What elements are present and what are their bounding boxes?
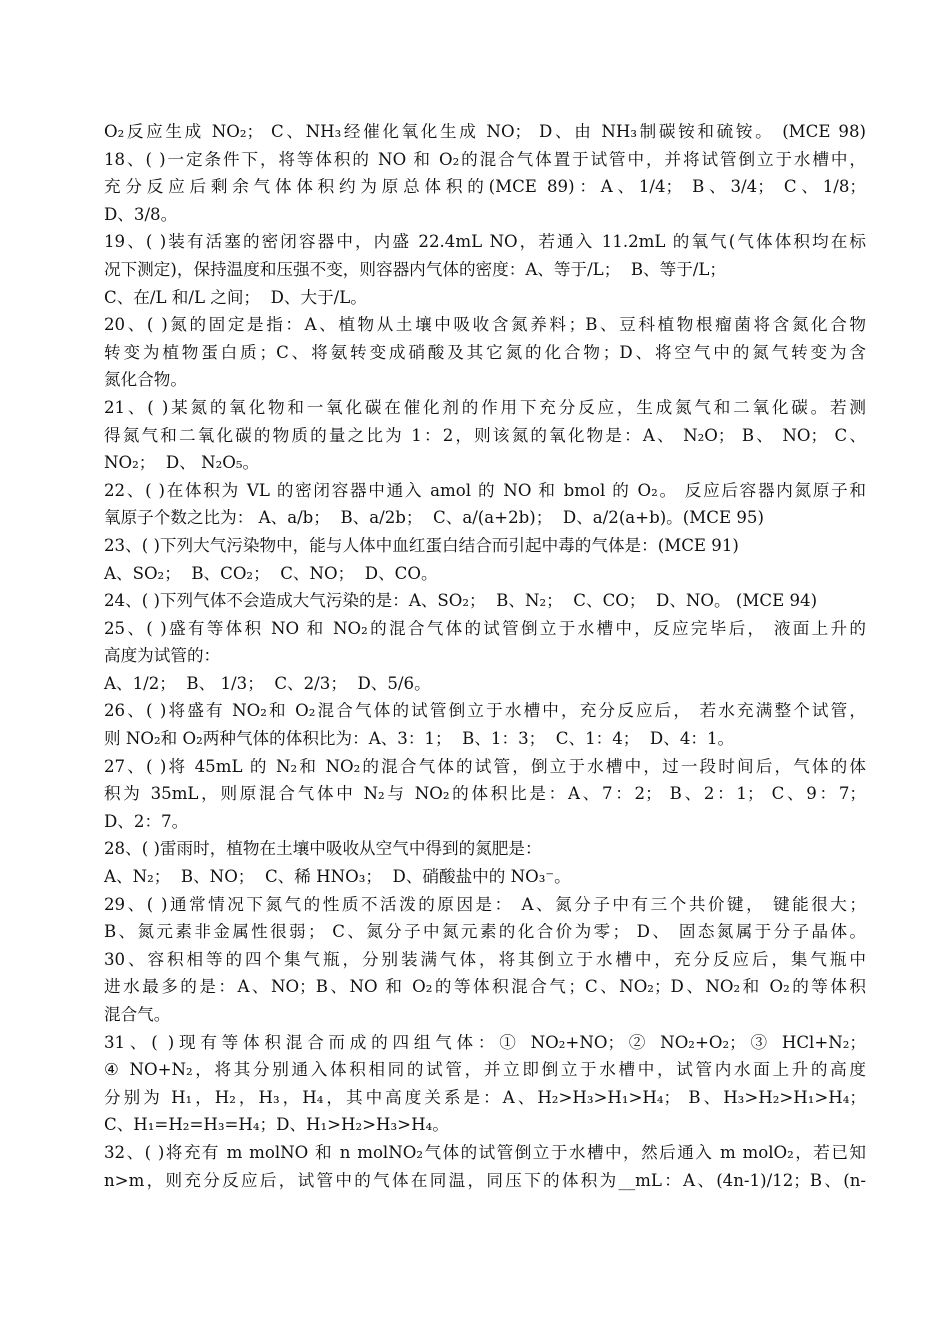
text-line: A、N₂； B、NO； C、稀 HNO₃； D、硝酸盐中的 NO₃⁻。 <box>104 867 571 887</box>
text-line: 24、( )下列气体不会造成大气污染的是：A、SO₂； B、N₂； C、CO； D、NO。 (MCE 94) <box>104 591 818 611</box>
text-line: 积为 35mL，则原混合气体中 N₂与 NO₂的体积比是：A、7：2； B、2：1； C、9：7； <box>104 784 866 804</box>
text-line: 进水最多的是：A、NO；B、NO 和 O₂的等体积混合气；C、NO₂；D、NO₂和 O₂的等体积 <box>104 977 866 997</box>
text-line: 22、( )在体积为 VL 的密闭容器中通入 amol 的 NO 和 bmol 的 O₂。 反应后容器内氮原子和 <box>104 480 866 500</box>
text-line: 19、( )装有活塞的密闭容器中，内盛 22.4mL NO，若通入 11.2mL 的氧气(气体体积均在标 <box>104 232 866 252</box>
text-line: B、氮元素非金属性很弱； C、氮分子中氮元素的化合价为零； D、 固态氮属于分子晶体。 <box>104 922 866 942</box>
text-line: 氧原子个数之比为： A、a/b； B、a/2b； C、a/(a+2b)； D、a/2(a+b)。(MCE 95) <box>104 508 764 528</box>
text-line: 28、( )雷雨时，植物在土壤中吸收从空气中得到的氮肥是： <box>104 839 542 859</box>
text-line: ④ NO+N₂，将其分别通入体积相同的试管，并立即倒立于水槽中，试管内水面上升的高度 <box>104 1060 866 1080</box>
text-line: A、SO₂； B、CO₂； C、NO； D、CO。 <box>104 563 438 583</box>
text-line: 高度为试管的： <box>104 646 221 666</box>
text-line: 18、( )一定条件下，将等体积的 NO 和 O₂的混合气体置于试管中，并将试管倒立于水槽中， <box>104 149 866 169</box>
text-line: 况下测定)，保持温度和压强不变，则容器内气体的密度：A、等于/L； B、等于/L； <box>104 259 727 279</box>
text-line: 29、( )通常情况下氮气的性质不活泼的原因是： A、氮分子中有三个共价键， 键能很大； <box>104 894 866 914</box>
text-line: 30、容积相等的四个集气瓶，分别装满气体，将其倒立于水槽中，充分反应后，集气瓶中 <box>104 949 866 969</box>
text-line: NO₂； D、 N₂O₅。 <box>104 453 260 473</box>
text-line: 混合气。 <box>104 1005 171 1024</box>
text-line: 则 NO₂和 O₂两种气体的体积比为：A、3：1； B、1：3； C、1：4； D、4：1。 <box>104 729 735 749</box>
text-line: 转变为植物蛋白质；C、将氨转变成硝酸及其它氮的化合物；D、将空气中的氮气转变为含 <box>104 342 866 362</box>
text-line: 23、( )下列大气污染物中，能与人体中血红蛋白结合而引起中毒的气体是：(MCE 91) <box>104 535 739 555</box>
text-line: O₂反应生成 NO₂； C、NH₃经催化氧化生成 NO； D、由 NH₃制碳铵和硫铵。 (MCE 98) <box>104 122 866 141</box>
text-line: 氮化合物。 <box>104 370 187 390</box>
text-line: 20、( )氮的固定是指：A、植物从土壤中吸收含氮养料；B、豆科植物根瘤菌将含氮化合物 <box>104 315 866 335</box>
text-line: 27、( )将 45mL 的 N₂和 NO₂的混合气体的试管，倒立于水槽中，过一段时间后，气体的体 <box>104 756 866 776</box>
text-line: D、2：7。 <box>104 811 189 831</box>
text-line: C、H₁=H₂=H₃=H₄；D、H₁>H₂>H₃>H₄。 <box>104 1115 449 1135</box>
text-line: 31、( )现有等体积混合而成的四组气体：① NO₂+NO；② NO₂+O₂；③ HCl+N₂； <box>104 1032 866 1052</box>
text-line: D、3/8。 <box>104 204 178 224</box>
text-line: A、1/2； B、 1/3； C、2/3； D、5/6。 <box>104 673 431 693</box>
text-line: 21、( )某氮的氧化物和一氧化碳在催化剂的作用下充分反应，生成氮气和二氧化碳。若测 <box>104 397 866 417</box>
document-page <box>104 118 866 1194</box>
text-line: 得氮气和二氧化碳的物质的量之比为 1：2，则该氮的氧化物是：A、 N₂O； B、 NO； C、 <box>104 425 866 445</box>
text-line: 充分反应后剩余气体体积约为原总体积的(MCE 89)：A、1/4； B、3/4； C、1/8； <box>104 177 866 197</box>
text-line: C、在/L 和/L 之间； D、大于/L。 <box>104 287 367 307</box>
text-line: n>m，则充分反应后，试管中的气体在同温，同压下的体积为__mL：A、(4n-1)/12；B、(n- <box>104 1170 866 1190</box>
text-line: 25、( )盛有等体积 NO 和 NO₂的混合气体的试管倒立于水槽中，反应完毕后， 液面上升的 <box>104 618 866 638</box>
text-line: 32、( )将充有 m molNO 和 n molNO₂气体的试管倒立于水槽中，然后通入 m molO₂，若已知 <box>104 1142 866 1162</box>
text-line: 分别为 H₁，H₂，H₃，H₄，其中高度关系是：A、H₂>H₃>H₁>H₄； B、H₃>H₂>H₁>H₄； <box>104 1087 866 1107</box>
text-line: 26、( )将盛有 NO₂和 O₂混合气体的试管倒立于水槽中，充分反应后， 若水充满整个试管， <box>104 701 866 721</box>
